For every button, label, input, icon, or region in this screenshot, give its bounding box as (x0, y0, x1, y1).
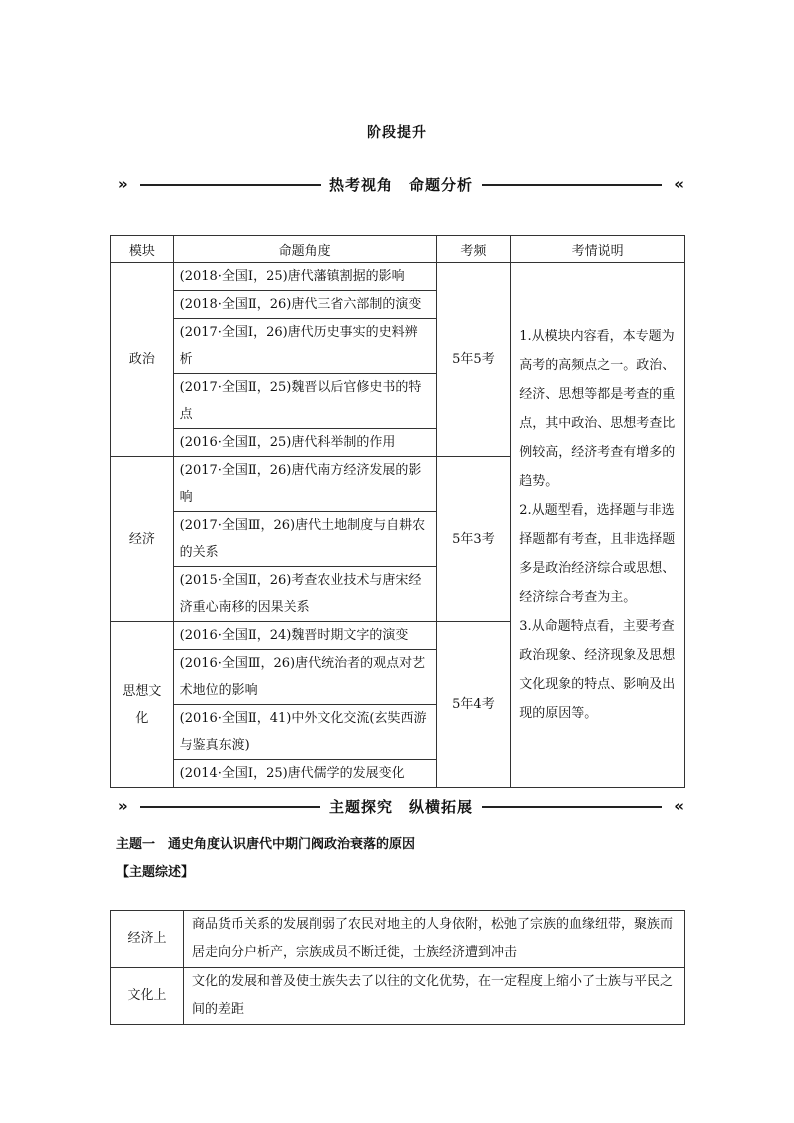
angle-cell: (2016·全国Ⅲ，26)唐代统治者的观点对艺术地位的影响 (173, 650, 436, 705)
angle-cell: (2016·全国Ⅱ，24)魏晋时期文字的演变 (173, 622, 436, 650)
frequency-cell: 5年5考 (436, 263, 511, 457)
section-banner-exploration (118, 796, 684, 818)
double-chevron-left-icon: « (674, 797, 684, 815)
angle-cell: (2017·全国Ⅱ，26)唐代南方经济发展的影响 (173, 457, 436, 512)
explanation-cell (511, 263, 685, 788)
angle-cell: (2016·全国Ⅱ，41)中外文化交流(玄奘西游与鉴真东渡) (173, 705, 436, 760)
double-chevron-right-icon: » (118, 175, 128, 193)
header-explanation: 考情说明 (511, 236, 685, 263)
module-cell: 经济 (111, 457, 174, 622)
explanation-item: 1.从模块内容看，本专题为高考的高频点之一。政治、经济、思想等都是考查的重点，其中政治、思想考查比例较高，经济考查有增多的趋势。 (519, 329, 676, 489)
angle-cell: (2017·全国Ⅰ，26)唐代历史事实的史料辨析 (173, 319, 436, 374)
module-cell: 政治 (111, 263, 174, 457)
header-module: 模块 (111, 236, 174, 263)
aspect-cell: 经济上 (111, 911, 184, 968)
aspect-cell: 文化上 (111, 968, 184, 1025)
explanation-item: 3.从命题特点看，主要考查政治现象、经济现象及思想文化现象的特点、影响及出现的原因等。 (519, 619, 676, 721)
table-row (111, 911, 685, 968)
angle-cell: (2018·全国Ⅰ，25)唐代藩镇割据的影响 (173, 263, 436, 291)
summary-text-cell: 商品货币关系的发展削弱了农民对地主的人身依附，松弛了宗族的血缘纽带，聚族而居走向分户析产，宗族成员不断迁徙，士族经济遭到冲击 (184, 911, 685, 968)
table-row (111, 968, 685, 1025)
explanation-item: 2.从题型看，选择题与非选择题都有考查，且非选择题多是政治经济综合或思想、经济综合考查为主。 (519, 503, 676, 605)
topic-heading: 主题一 通史角度认识唐代中期门阀政治衰落的原因 (116, 837, 416, 852)
module-cell: 思想文化 (111, 622, 174, 788)
table-header-row (111, 236, 685, 263)
frequency-cell: 5年3考 (436, 457, 511, 622)
summary-text-cell: 文化的发展和普及使士族失去了以往的文化优势，在一定程度上缩小了士族与平民之间的差距 (184, 968, 685, 1025)
banner-title: 热考视角 命题分析 (321, 176, 481, 194)
header-frequency: 考频 (436, 236, 511, 263)
angle-cell: (2017·全国Ⅲ，26)唐代土地制度与自耕农的关系 (173, 512, 436, 567)
double-chevron-right-icon: » (118, 797, 128, 815)
exam-analysis-table (110, 235, 685, 788)
angle-cell: (2017·全国Ⅱ，25)魏晋以后官修史书的特点 (173, 374, 436, 429)
banner-title: 主题探究 纵横拓展 (321, 798, 481, 816)
table-row (111, 263, 685, 291)
summary-table (110, 910, 685, 1025)
header-angle: 命题角度 (173, 236, 436, 263)
frequency-cell: 5年4考 (436, 622, 511, 788)
page-title: 阶段提升 (367, 125, 427, 141)
double-chevron-left-icon: « (674, 175, 684, 193)
section-banner-analysis (118, 174, 684, 196)
angle-cell: (2014·全国Ⅰ，25)唐代儒学的发展变化 (173, 760, 436, 788)
angle-cell: (2016·全国Ⅱ，25)唐代科举制的作用 (173, 429, 436, 457)
summary-heading: 【主题综述】 (116, 865, 195, 880)
angle-cell: (2015·全国Ⅱ，26)考查农业技术与唐宋经济重心南移的因果关系 (173, 567, 436, 622)
angle-cell: (2018·全国Ⅱ，26)唐代三省六部制的演变 (173, 291, 436, 319)
